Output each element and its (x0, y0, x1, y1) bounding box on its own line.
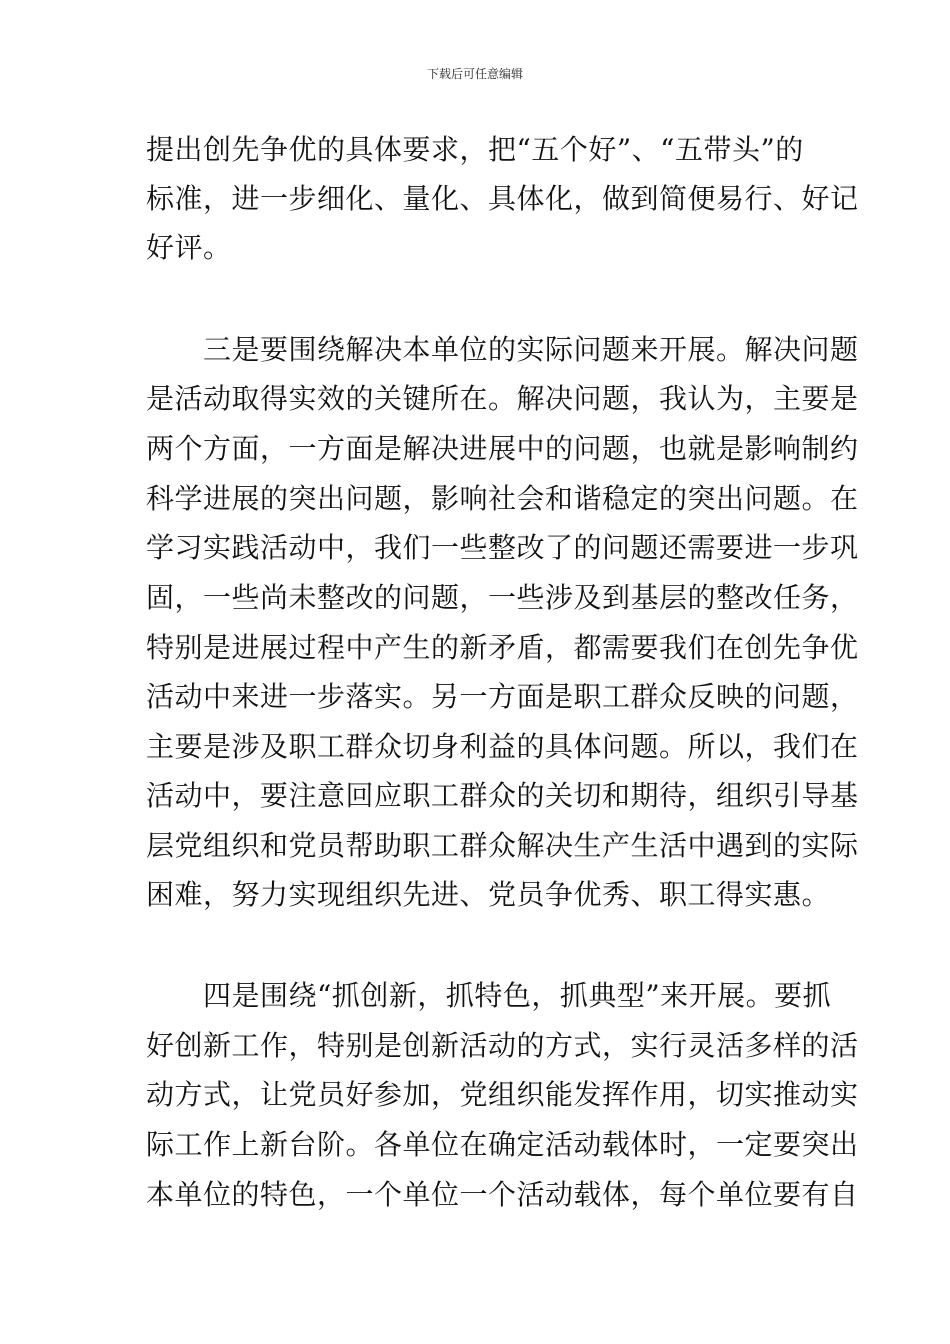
paragraph-2-line-8: 活动中来进一步落实。另一方面是职工群众反映的问题， (146, 680, 859, 713)
paragraph-1-line-3: 好评。 (146, 231, 232, 264)
paragraph-3-line-3: 动方式，让党员好参加，党组织能发挥作用，切实推动实 (146, 1078, 859, 1111)
paragraph-2-line-7: 特别是进展过程中产生的新矛盾，都需要我们在创先争优 (146, 631, 859, 664)
paragraph-1-line-2: 标准，进一步细化、量化、具体化，做到简便易行、好记 (146, 182, 859, 215)
paragraph-2-line-10: 活动中，要注意回应职工群众的关切和期待，组织引导基 (146, 779, 859, 812)
paragraph-3-line-2: 好创新工作，特别是创新活动的方式，实行灵活多样的活 (146, 1029, 859, 1062)
paragraph-3-line-4: 际工作上新台阶。各单位在确定活动载体时，一定要突出 (146, 1128, 859, 1161)
paragraph-3-line-5: 本单位的特色，一个单位一个活动载体，每个单位要有自 (146, 1178, 859, 1211)
paragraph-2-line-2: 是活动取得实效的关键所在。解决问题，我认为，主要是 (146, 382, 859, 415)
paragraph-1-line-1: 提出创先争优的具体要求，把“五个好”、“五带头”的 (146, 133, 804, 166)
paragraph-2-line-11: 层党组织和党员帮助职工群众解决生产生活中遇到的实际 (146, 829, 859, 862)
paragraph-2-line-12: 困难，努力实现组织先进、党员争优秀、职工得实惠。 (146, 878, 831, 911)
paragraph-2-line-6: 固，一些尚未整改的问题，一些涉及到基层的整改任务， (146, 581, 859, 614)
paragraph-2-line-1: 三是要围绕解决本单位的实际问题来开展。解决问题 (146, 333, 859, 366)
paragraph-2-line-9: 主要是涉及职工群众切身利益的具体问题。所以，我们在 (146, 730, 859, 763)
page-header: 下载后可任意编辑 (426, 67, 523, 81)
paragraph-2-line-5: 学习实践活动中，我们一些整改了的问题还需要进一步巩 (146, 531, 859, 564)
paragraph-3-line-1: 四是围绕“抓创新，抓特色，抓典型”来开展。要抓 (146, 979, 832, 1012)
paragraph-2-line-3: 两个方面，一方面是解决进展中的问题，也就是影响制约 (146, 432, 859, 465)
paragraph-2-line-4: 科学进展的突出问题，影响社会和谐稳定的突出问题。在 (146, 482, 859, 515)
